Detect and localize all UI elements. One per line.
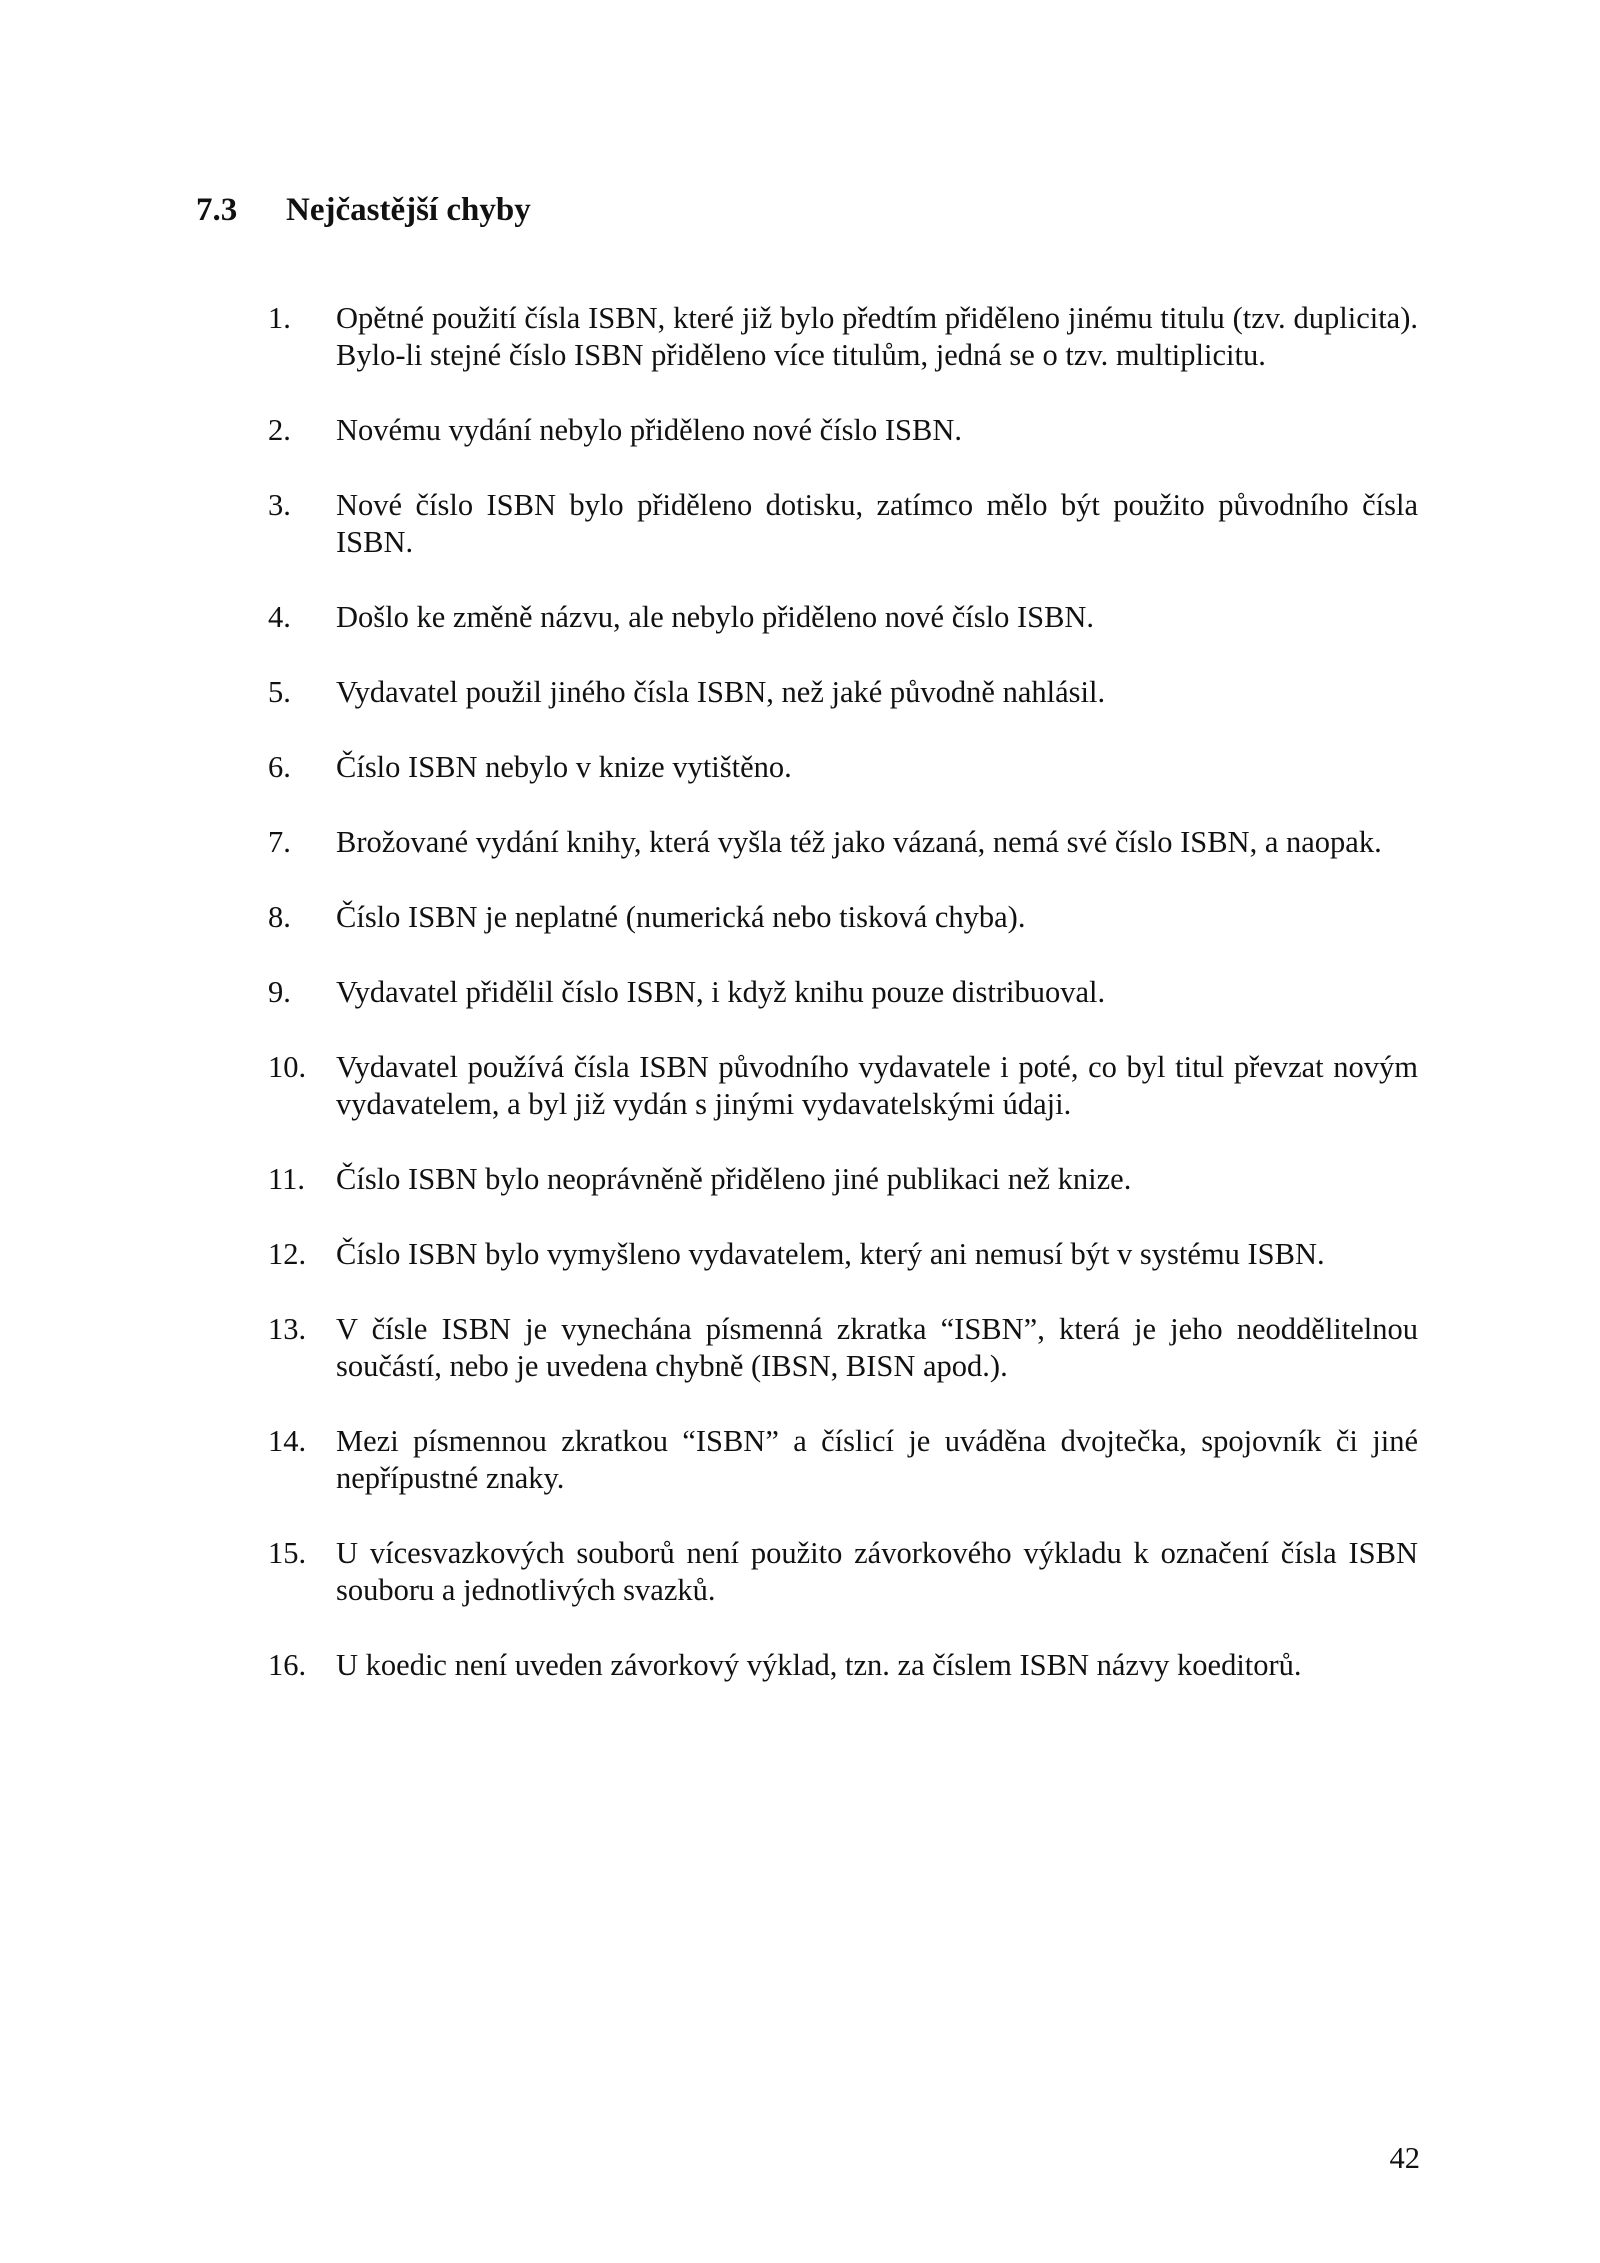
list-item-number: 5. [268, 675, 291, 709]
list-item-text: Vydavatel přidělil číslo ISBN, i když knihu pouze distribuoval. [336, 975, 1106, 1009]
list-item-number: 15. [268, 1536, 307, 1570]
list-item-text: Číslo ISBN nebylo v knize vytištěno. [336, 750, 792, 784]
list-item [268, 899, 1418, 936]
list-item-number: 1. [268, 301, 291, 335]
errors-list [268, 300, 1418, 1722]
list-item [268, 412, 1418, 449]
list-item-text: Nové číslo ISBN bylo přiděleno dotisku, zatímco mělo být použito původního čísla ISBN. [336, 488, 1418, 559]
list-item [268, 1236, 1418, 1273]
list-item-number: 9. [268, 975, 291, 1009]
list-item-number: 10. [268, 1050, 307, 1084]
list-item-number: 2. [268, 413, 291, 447]
list-item-text: U vícesvazkových souborů není použito závorkového výkladu k označení čísla ISBN souboru a jednotlivých svazků. [336, 1536, 1418, 1607]
list-item [268, 749, 1418, 786]
list-item-text: U koedic není uveden závorkový výklad, tzn. za číslem ISBN názvy koeditorů. [336, 1648, 1302, 1682]
list-item-text: Mezi písmennou zkratkou “ISBN” a číslicí je uváděna dvojtečka, spojovník či jiné nepřípustné znaky. [336, 1424, 1418, 1495]
list-item [268, 599, 1418, 636]
list-item-text: Číslo ISBN bylo neoprávněně přiděleno jiné publikaci než knize. [336, 1162, 1132, 1196]
list-item [268, 1049, 1418, 1123]
list-item-text: Vydavatel použil jiného čísla ISBN, než jaké původně nahlásil. [336, 675, 1106, 709]
list-item-number: 12. [268, 1237, 307, 1271]
section-title: Nejčastější chyby [286, 192, 531, 228]
list-item-number: 13. [268, 1312, 307, 1346]
list-item-number: 3. [268, 488, 291, 522]
list-item [268, 1535, 1418, 1609]
list-item [268, 1161, 1418, 1198]
list-item-text: Brožované vydání knihy, která vyšla též jako vázaná, nemá své číslo ISBN, a naopak. [336, 825, 1382, 859]
page-number: 42 [1389, 2141, 1420, 2175]
section-heading [196, 190, 531, 230]
list-item-text: Vydavatel používá čísla ISBN původního vydavatele i poté, co byl titul převzat novým vydavatelem, a byl již vydán s jinými vydavatelskými údaji. [336, 1050, 1418, 1121]
list-item-text: Číslo ISBN bylo vymyšleno vydavatelem, který ani nemusí být v systému ISBN. [336, 1237, 1325, 1271]
list-item [268, 487, 1418, 561]
list-item-text: Došlo ke změně názvu, ale nebylo přiděleno nové číslo ISBN. [336, 600, 1095, 634]
list-item-text: V čísle ISBN je vynechána písmenná zkratka “ISBN”, která je jeho neoddělitelnou součástí, nebo je uvedena chybně (IBSN, BISN apod.). [336, 1312, 1418, 1383]
list-item-number: 4. [268, 600, 291, 634]
list-item [268, 974, 1418, 1011]
list-item [268, 1423, 1418, 1497]
list-item [268, 674, 1418, 711]
list-item-number: 16. [268, 1648, 307, 1682]
list-item [268, 300, 1418, 374]
list-item [268, 1647, 1418, 1684]
list-item-text: Novému vydání nebylo přiděleno nové číslo ISBN. [336, 413, 962, 447]
section-number: 7.3 [196, 192, 238, 228]
list-item [268, 824, 1418, 861]
list-item-number: 14. [268, 1424, 307, 1458]
list-item-number: 7. [268, 825, 291, 859]
list-item-number: 8. [268, 900, 291, 934]
list-item [268, 1311, 1418, 1385]
list-item-text: Opětné použití čísla ISBN, které již bylo předtím přiděleno jinému titulu (tzv. duplicita). Bylo-li stejné číslo ISBN přiděleno více titulům, jedná se o tzv. multiplicitu. [336, 301, 1418, 372]
list-item-number: 11. [268, 1162, 305, 1196]
list-item-text: Číslo ISBN je neplatné (numerická nebo tisková chyba). [336, 900, 1026, 934]
list-item-number: 6. [268, 750, 291, 784]
